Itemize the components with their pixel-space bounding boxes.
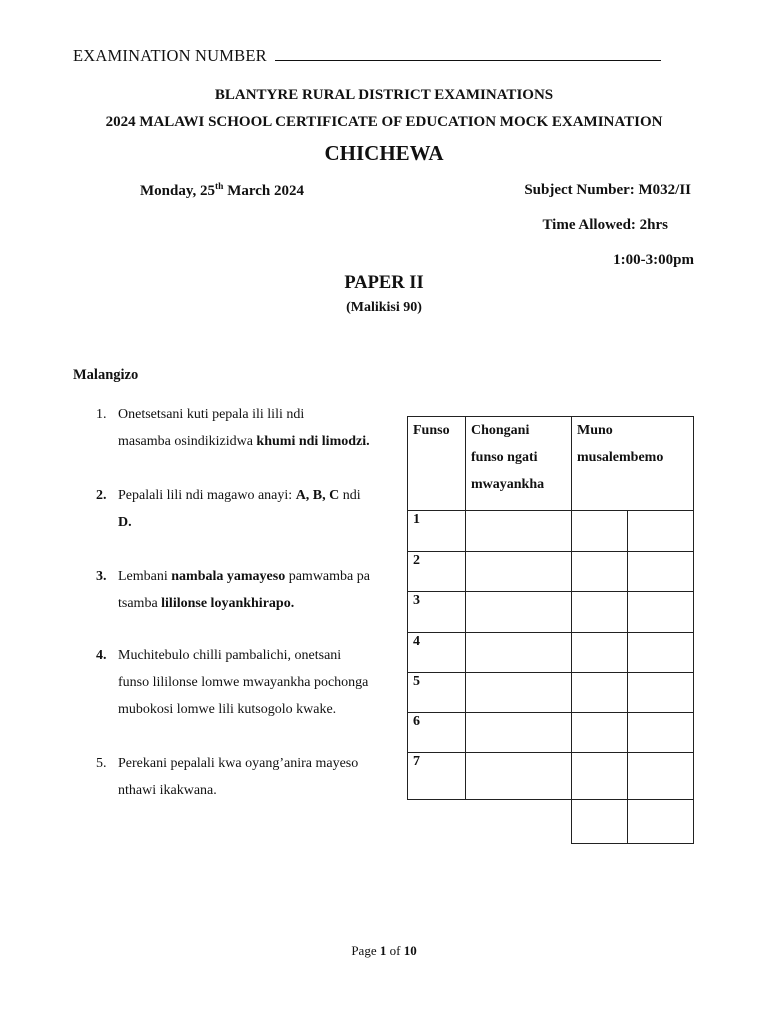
examiner-cell	[628, 673, 694, 713]
instruction-number: 4.	[96, 648, 107, 663]
table-header-row	[408, 417, 694, 511]
examiner-cell	[628, 633, 694, 673]
examiner-cell	[628, 713, 694, 753]
question-number: 5	[408, 673, 466, 713]
instruction-item-4: 4. Muchitebulo chilli pambalichi, onetsani funso lililonse lomwe mwayankha pochonga mubokosi lomwe lili kutsogolo kwake.	[96, 642, 396, 723]
question-number: 2	[408, 552, 466, 592]
instruction-item-5: 5. Perekani pepalali kwa oyang’anira mayeso nthawi ikakwana.	[96, 750, 396, 804]
instruction-number: 3.	[96, 569, 107, 584]
table-total-row	[408, 800, 694, 844]
exam-title: 2024 MALAWI SCHOOL CERTIFICATE OF EDUCATION MOCK EXAMINATION	[105, 114, 663, 130]
examiner-cell	[572, 753, 628, 800]
table-row	[408, 511, 694, 552]
tick-cell[interactable]	[466, 633, 572, 673]
exam-date: Monday, 25th March 2024	[140, 182, 305, 199]
page-footer: Page 1 of 10	[351, 943, 417, 958]
examiner-cell	[572, 713, 628, 753]
answered-questions-table	[407, 416, 694, 844]
instruction-item-3: 3. Lembani nambala yamayeso pamwamba pa tsamba lililonse loyankhirapo.	[96, 563, 396, 617]
table-row	[408, 753, 694, 800]
tick-cell[interactable]	[466, 592, 572, 633]
question-number: 6	[408, 713, 466, 753]
examiner-cell	[628, 552, 694, 592]
instructions-heading: Malangizo	[73, 367, 139, 383]
examiner-cell	[572, 511, 628, 552]
header-funso: Funso	[408, 417, 466, 511]
examiner-cell	[572, 552, 628, 592]
subject-title: CHICHEWA	[324, 141, 444, 165]
table-row	[408, 673, 694, 713]
tick-cell[interactable]	[466, 511, 572, 552]
paper-title: PAPER II	[344, 273, 424, 293]
time-range: 1:00-3:00pm	[613, 252, 694, 268]
instruction-number: 2.	[96, 488, 107, 503]
tick-cell[interactable]	[466, 552, 572, 592]
question-number: 1	[408, 511, 466, 552]
tick-cell[interactable]	[466, 673, 572, 713]
examination-number-label: EXAMINATION NUMBER	[73, 46, 267, 65]
examiner-cell	[628, 753, 694, 800]
header-chongani: Chongani funso ngati mwayankha	[466, 417, 572, 511]
examiner-cell	[572, 592, 628, 633]
examiner-cell	[628, 511, 694, 552]
instruction-item-1: 1. Onetsetsani kuti pepala ili lili ndi masamba osindikizidwa khumi ndi limodzi.	[96, 401, 396, 455]
examiner-cell	[572, 673, 628, 713]
table-row	[408, 713, 694, 753]
instruction-item-2: 2. Pepalali lili ndi magawo anayi: A, B, C ndi D.	[96, 482, 396, 536]
header-muno: Muno musalembemo	[572, 417, 694, 511]
question-number: 4	[408, 633, 466, 673]
table-row	[408, 633, 694, 673]
table-row	[408, 552, 694, 592]
time-allowed: Time Allowed: 2hrs	[542, 217, 668, 233]
board-name: BLANTYRE RURAL DISTRICT EXAMINATIONS	[214, 87, 554, 103]
tick-cell[interactable]	[466, 713, 572, 753]
examiner-cell	[572, 633, 628, 673]
question-number: 3	[408, 592, 466, 633]
examination-number-field	[73, 46, 661, 66]
instruction-number: 5.	[96, 756, 107, 771]
question-number: 7	[408, 753, 466, 800]
tick-cell[interactable]	[466, 753, 572, 800]
total-cell	[628, 800, 694, 844]
table-row	[408, 592, 694, 633]
examination-number-blank-line	[275, 46, 661, 61]
examiner-cell	[628, 592, 694, 633]
subject-number: Subject Number: M032/II	[524, 182, 691, 198]
total-marks: (Malikisi 90)	[346, 300, 422, 315]
instruction-number: 1.	[96, 407, 107, 422]
total-cell	[572, 800, 628, 844]
